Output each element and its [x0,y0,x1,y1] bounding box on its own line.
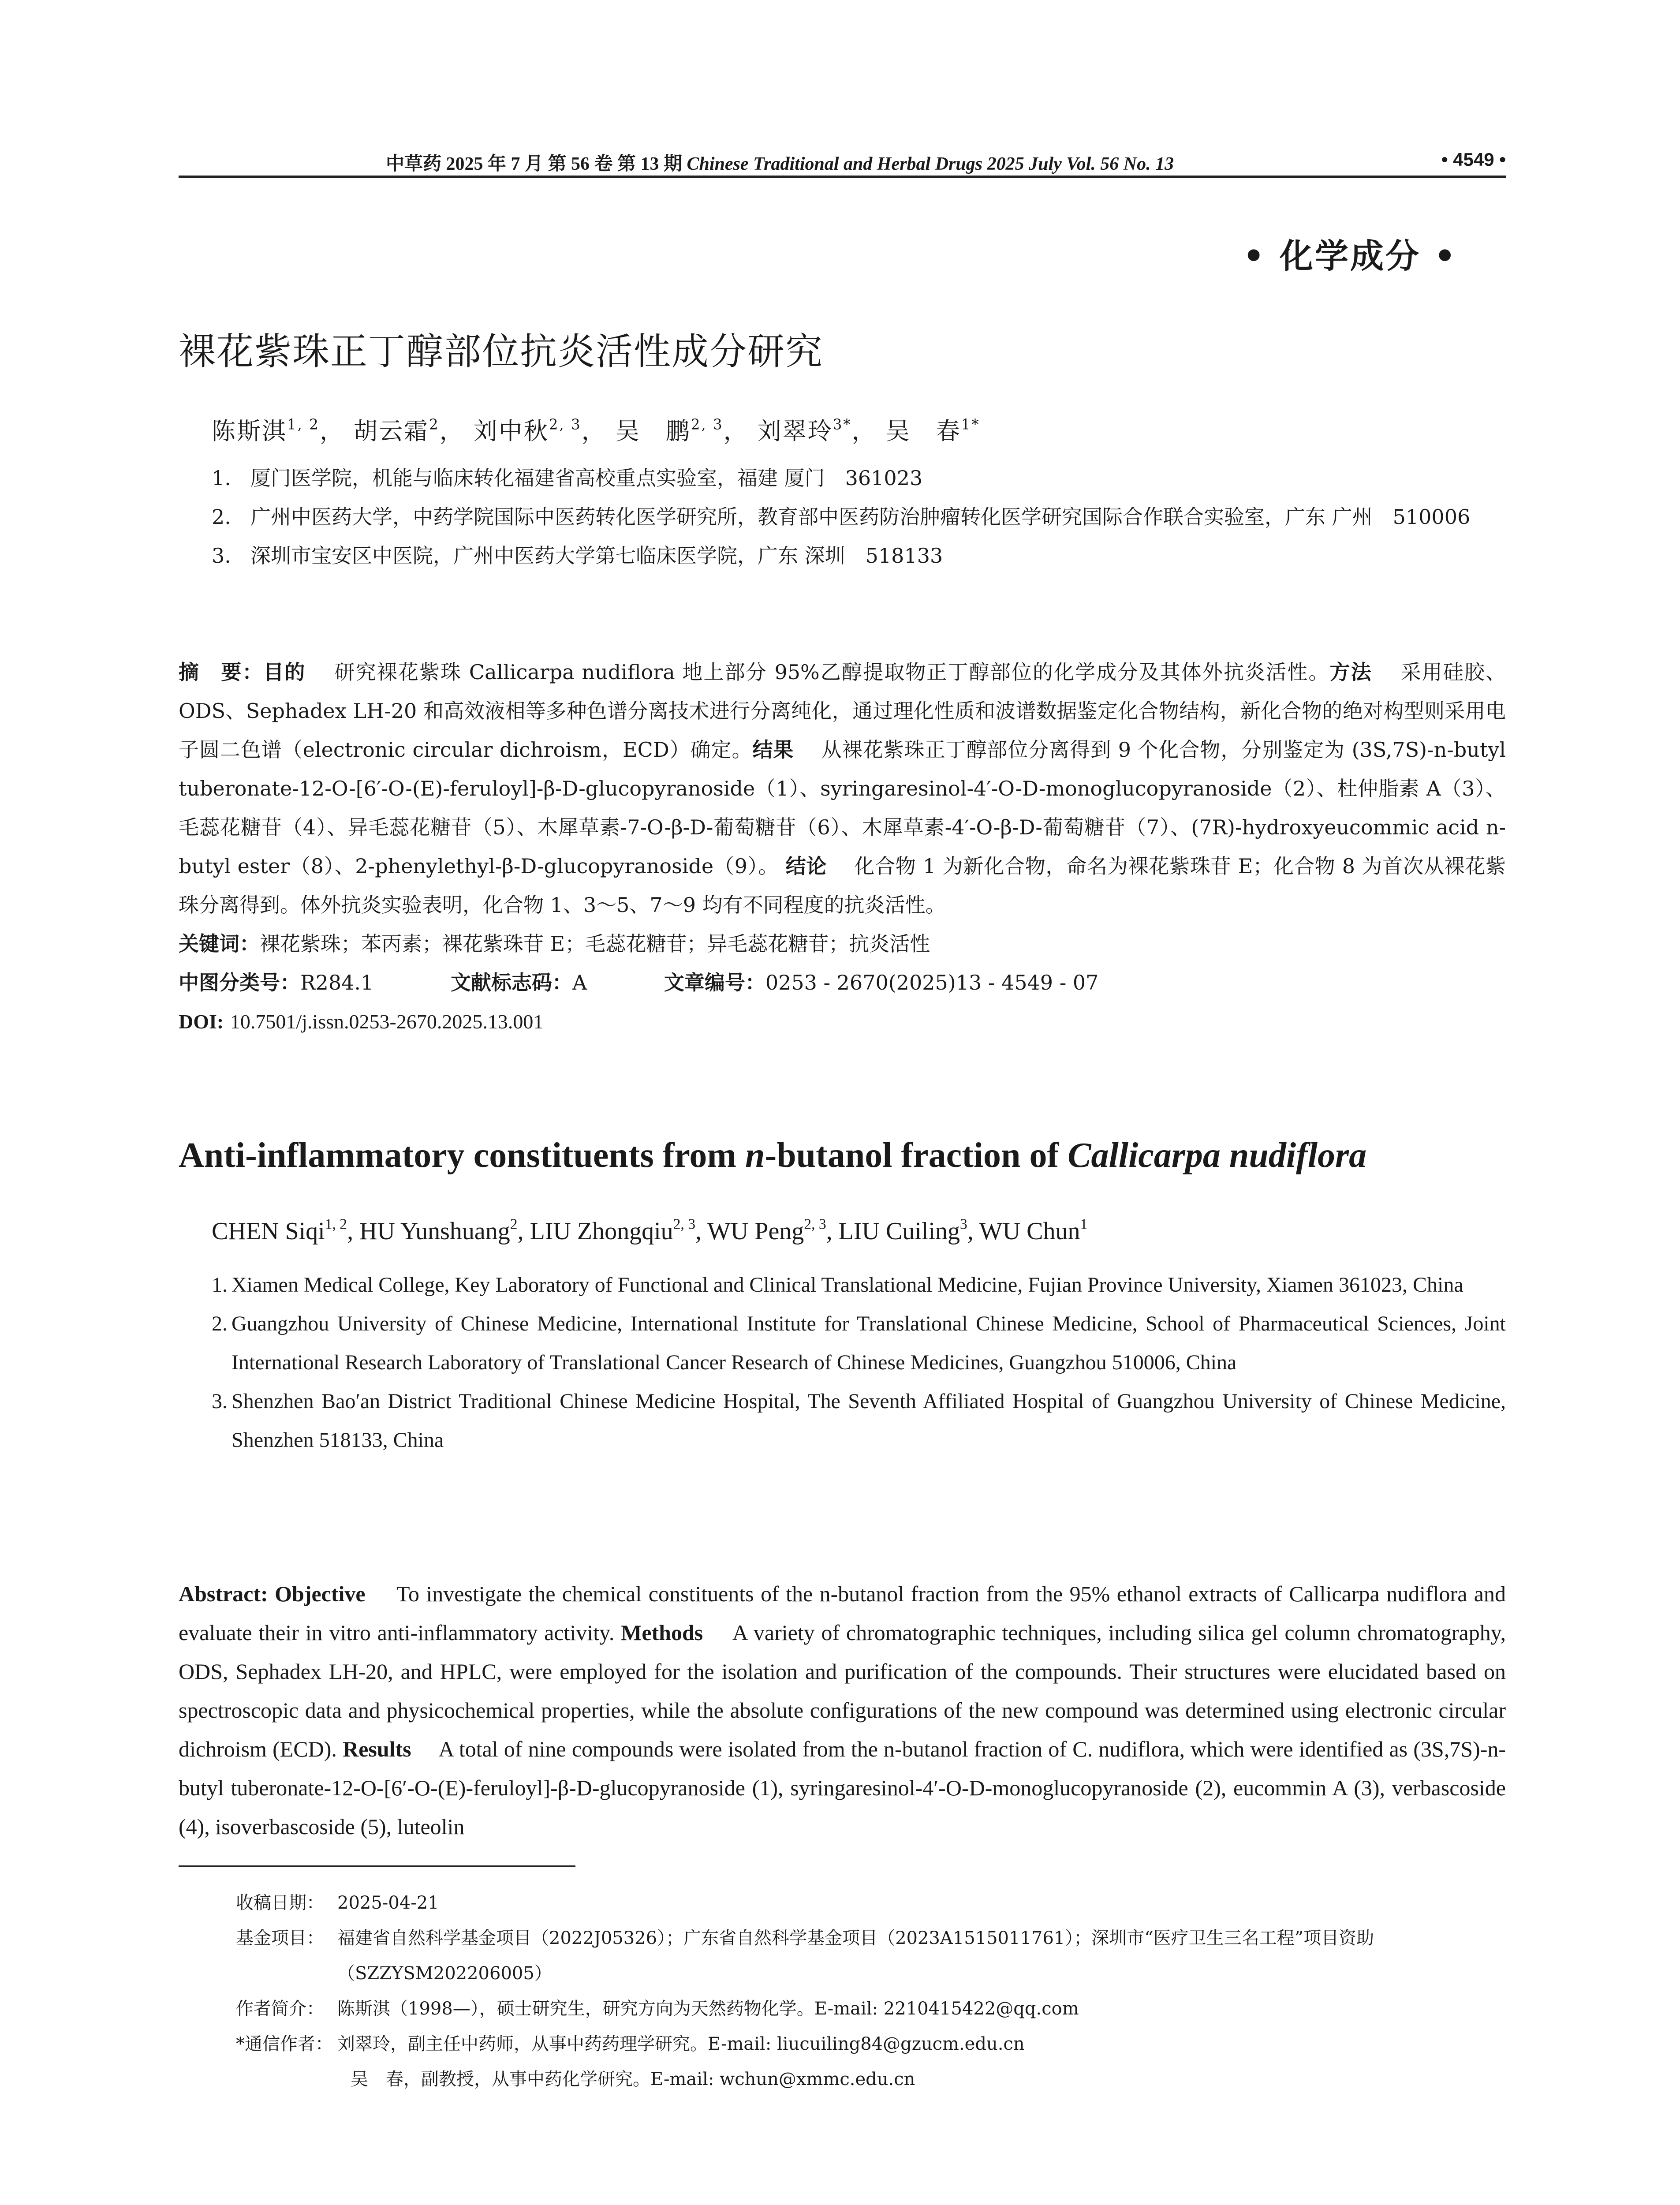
methods-en-text: A variety of chromatographic techniques, including silica gel column chromatography, ODS, Sephadex LH-20, and HPLC, were employed for the isolation and purification of the compounds. Their structures were elucidated based on spectroscopic data and physicochemical properties, while the absolute configurations of the new compound was determined using electronic circular dichroism (ECD). [179,1620,1506,1761]
document-code: A [572,971,587,994]
methods-en-label: Methods [621,1620,703,1645]
author-cn: 刘翠玲$^{3*}$ [757,416,852,445]
conclusion-label: 结论 [785,854,827,878]
affiliation-cn: 1. 厦门医学院，机能与临床转化福建省高校重点实验室，福建 厦门 361023 [212,466,923,490]
objective-en-text: To investigate the chemical constituents of the n-butanol fraction from the 95% ethanol extracts of Callicarpa nudiflora and evaluate their in vitro anti-inflammatory activity. [179,1581,1506,1645]
doi-line: DOI: 10.7501/j.issn.0253-2670.2025.13.001 [179,1010,544,1033]
abstract-cn [179,653,1506,1041]
running-header [179,146,1506,176]
author-cn: 吴 春$^{1*}$ [885,416,980,445]
objective-en-label: Objective [275,1581,366,1606]
fund-info: 基金项目： 福建省自然科学基金项目（2022J05326）；广东省自然科学基金项目（2023A1515011761）；深圳市“医疗卫生三名工程”项目资助 [236,1928,1374,1948]
issue-cn: 2025 年 7 月 第 56 卷 第 13 期 [446,154,683,174]
journal-page [179,0,1506,2205]
author-en: HU Yunshuang$^2$ [359,1216,518,1245]
authors-cn: 陈斯淇$^{1, 2}$， 胡云霜$^2$， 刘中秋$^{2, 3}$， 吴 鹏$^{2, 3}$， 刘翠玲$^{3*}$， 吴 春$^{1*}$ [212,416,980,445]
affiliation-en: 1. Xiamen Medical College, Key Laboratory of Functional and Clinical Translational Medicine, Fujian Province University, Xiamen 361023, China [212,1273,1463,1297]
received-date: 收稿日期： 2025-04-21 [236,1893,439,1913]
abstract-en [179,1574,1506,1846]
journal-name-cn: 中草药 [386,153,442,174]
abstract-en-label: Abstract: [179,1581,268,1606]
journal-citation [386,149,1174,176]
page-number: • 4549 • [1441,149,1506,170]
keywords-line: 关键词：裸花紫珠；苯丙素；裸花紫珠苷 E；毛蕊花糖苷；异毛蕊花糖苷；抗炎活性 [179,932,930,956]
journal-name-en: Chinese Traditional and Herbal Drugs 2025 July Vol. 56 No. 13 [687,154,1174,174]
results-en-label: Results [343,1737,411,1761]
results-label: 结果 [752,738,794,762]
header-rule [179,176,1506,178]
affiliations-cn [179,459,1506,575]
results-en-text: A total of nine compounds were isolated from the n-butanol fraction of C. nudiflora, which were identified as (3S,7S)-n-butyl tuberonate-12-O-[6′-O-(E)-feruloyl]-β-D-glucopyranoside (1), syringaresinol-4′-O-D-monoglucopyranoside (2), eucommin A (3), verbascoside (4), isoverbascoside (5), luteolin [179,1737,1506,1839]
section-label: • 化学成分 • [1243,236,1457,276]
affiliation-en: 3. Shenzhen Bao′an District Traditional Chinese Medicine Hospital, The Seventh Affiliated Hospital of Guangzhou University of Chinese Medicine, Shenzhen 518133, China [212,1390,1506,1452]
author-en: LIU Cuiling$^3$ [838,1216,967,1245]
affiliation-cn: 3. 深圳市宝安区中医院，广州中医药大学第七临床医学院，广东 深圳 518133 [212,544,943,568]
corresponding-author: *通信作者： 刘翠玲，副主任中药师，从事中药药理学研究。E-mail: liucuiling84@gzucm.edu.cn [236,2034,1025,2054]
author-cn: 陈斯淇$^{1, 2}$ [212,416,320,445]
affiliation-en: 2. Guangzhou University of Chinese Medicine, International Institute for Translational Chinese Medicine, School of Pharmaceutical Sciences, Joint International Research Laboratory of Translational Cancer Research of Chinese Medicines, Guangzhou 510006, China [212,1312,1506,1374]
author-en: WU Chun$^1$ [979,1216,1088,1245]
affiliations-en [179,1266,1506,1460]
objective-label: 目的 [263,660,306,684]
author-cn: 胡云霜$^2$ [353,416,440,445]
results-text: 从裸花紫珠正丁醇部位分离得到 9 个化合物，分别鉴定为 (3S,7S)-n-butyl tuberonate-12-O-[6′-O-(E)-feruloyl]-β-D-glucopyranoside（1）、syringaresinol-4′-O-D-monoglucopyranoside（2）、杜仲脂素 A（3）、毛蕊花糖苷（4）、异毛蕊花糖苷（5）、木犀草素-7-O-β-D-葡萄糖苷（6）、木犀草素-4′-O-β-D-葡萄糖苷（7）、(7R)-hydroxyeucommic acid n-butyl ester（8）、2-phenylethyl-β-D-glucopyranoside（9）。 [179,738,1506,878]
abstract-label: 摘 要： [179,660,264,684]
fund-info-continued: （SZZYSM202206005） [337,1963,552,1984]
author-cn: 吴 鹏$^{2, 3}$ [615,416,724,445]
footnote-rule [179,1865,575,1867]
article-number: 0253 - 2670(2025)13 - 4549 - 07 [765,971,1099,994]
authors-en: CHEN Siqi$^{1, 2}$, HU Yunshuang$^2$, LIU Zhongqiu$^{2, 3}$, WU Peng$^{2, 3}$, LIU Cuiling$^3$, WU Chun$^1$ [212,1216,1088,1245]
author-en: WU Peng$^{2, 3}$ [707,1216,826,1245]
conclusion-text: 化合物 1 为新化合物，命名为裸花紫珠苷 E；化合物 8 为首次从裸花紫珠分离得到。体外抗炎实验表明，化合物 1、3～5、7～9 均有不同程度的抗炎活性。 [179,854,1506,917]
doi-value[interactable]: 10.7501/j.issn.0253-2670.2025.13.001 [230,1010,544,1033]
clc-number: R284.1 [300,971,374,994]
classification-line: 中图分类号：R284.1 文献标志码：A 文章编号：0253 - 2670(2025)13 - 4549 - 07 [179,971,1099,994]
objective-text: 研究裸花紫珠 Callicarpa nudiflora 地上部分 95%乙醇提取物正丁醇部位的化学成分及其体外抗炎活性。 [334,660,1330,684]
footnotes [236,1885,1506,2097]
affiliation-cn: 2. 广州中医药大学，中药学院国际中医药转化医学研究所，教育部中医药防治肿瘤转化医学研究国际合作联合实验室，广东 广州 510006 [212,505,1471,529]
corresponding-author-2: 吴 春，副教授，从事中药化学研究。E-mail: wchun@xmmc.edu.cn [351,2069,915,2089]
methods-label: 方法 [1329,660,1372,684]
title-cn: 裸花紫珠正丁醇部位抗炎活性成分研究 [179,330,824,373]
author-bio: 作者简介： 陈斯淇（1998—），硕士研究生，研究方向为天然药物化学。E-mail: 2210415422@qq.com [236,1999,1079,2019]
author-en: LIU Zhongqiu$^{2, 3}$ [530,1216,695,1245]
title-en: Anti-inflammatory constituents from n-butanol fraction of Callicarpa nudiflora [179,1136,1367,1175]
keywords-text: 裸花紫珠；苯丙素；裸花紫珠苷 E；毛蕊花糖苷；异毛蕊花糖苷；抗炎活性 [260,932,930,956]
author-cn: 刘中秋$^{2, 3}$ [473,416,582,445]
methods-text: 采用硅胶、ODS、Sephadex LH-20 和高效液相等多种色谱分离技术进行分离纯化，通过理化性质和波谱数据鉴定化合物结构，新化合物的绝对构型则采用电子圆二色谱（electronic circular dichroism，ECD）确定。 [179,660,1506,762]
author-en: CHEN Siqi$^{1, 2}$ [212,1216,347,1245]
